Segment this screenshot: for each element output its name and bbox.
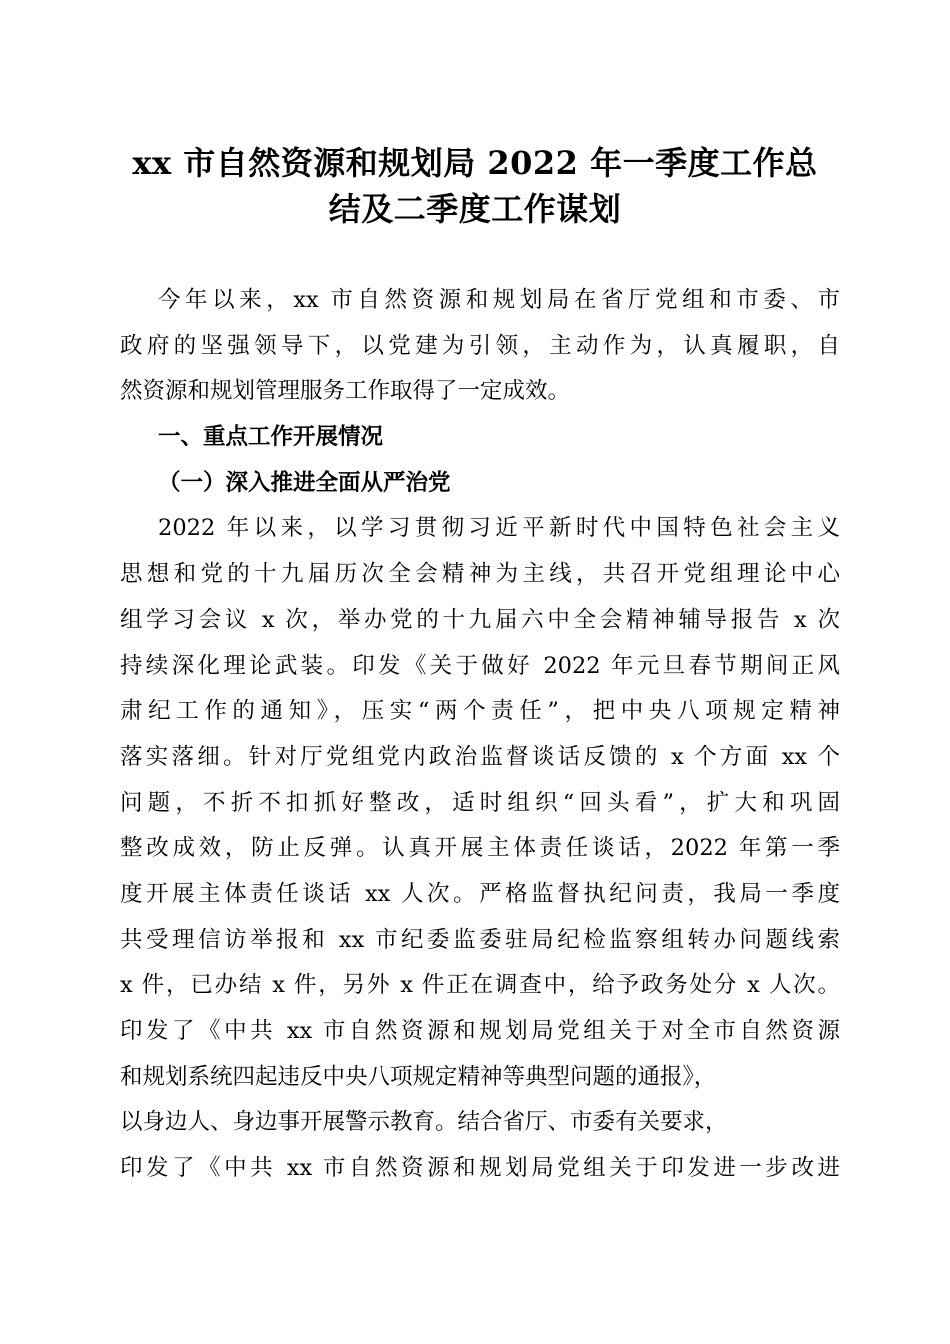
paragraph-line: 肃纪工作的通知》，压实“两个责任”，把中央八项规定精神 bbox=[120, 698, 840, 725]
title-line-2: 结及二季度工作谋划 bbox=[328, 190, 622, 228]
paragraph-line: 思想和党的十九届历次全会精神为主线，共召开党组理论中心 bbox=[120, 561, 840, 588]
intro-line-1: 今年以来，xx 市自然资源和规划局在省厅党组和市委、市 bbox=[158, 287, 840, 313]
paragraph-line: 共受理信访举报和 xx 市纪委监委驻局纪检监察组转办问题线索 bbox=[120, 926, 840, 953]
paragraph-line: 落实落细。针对厅党组党内政治监督谈话反馈的 x 个方面 xx 个 bbox=[120, 743, 840, 770]
subsection-heading: （一）深入推进全面从严治党 bbox=[158, 469, 451, 496]
paragraph-line: x 件，已办结 x 件，另外 x 件正在调查中，给予政务处分 x 人次。 bbox=[120, 972, 840, 999]
paragraph-line: 组学习会议 x 次，举办党的十九届六中全会精神辅导报告 x 次 bbox=[120, 606, 840, 633]
paragraph-line: 和规划系统四起违反中央八项规定精神等典型问题的通报》， bbox=[120, 1063, 717, 1090]
document-body bbox=[120, 278, 840, 1192]
title-line-1: xx 市自然资源和规划局 2022 年一季度工作总 bbox=[132, 144, 818, 182]
intro-line-2: 政府的坚强领导下，以党建为引领，主动作为，认真履职，自 bbox=[120, 332, 840, 359]
paragraph-line: 以身边人、身边事开展警示教育。结合省厅、市委有关要求， bbox=[120, 1109, 728, 1136]
document-title bbox=[100, 140, 850, 232]
paragraph-line: 印发了《中共 xx 市自然资源和规划局党组关于对全市自然资源 bbox=[120, 1018, 840, 1044]
paragraph-line: 印发了《中共 xx 市自然资源和规划局党组关于印发进一步改进 bbox=[120, 1155, 840, 1182]
paragraph-line: 问题，不折不扣抓好整改，适时组织“回头看”，扩大和巩固 bbox=[120, 789, 840, 816]
paragraph-line: 度开展主体责任谈话 xx 人次。严格监督执纪问责，我局一季度 bbox=[120, 880, 840, 907]
paragraph-line: 2022 年以来，以学习贯彻习近平新时代中国特色社会主义 bbox=[158, 515, 840, 542]
paragraph-line: 整改成效，防止反弹。认真开展主体责任谈话，2022 年第一季 bbox=[120, 835, 840, 862]
intro-line-3: 然资源和规划管理服务工作取得了一定成效。 bbox=[120, 378, 571, 405]
section-heading: 一、重点工作开展情况 bbox=[158, 424, 384, 451]
paragraph-line: 持续深化理论武装。印发《关于做好 2022 年元旦春节期间正风 bbox=[120, 652, 840, 679]
